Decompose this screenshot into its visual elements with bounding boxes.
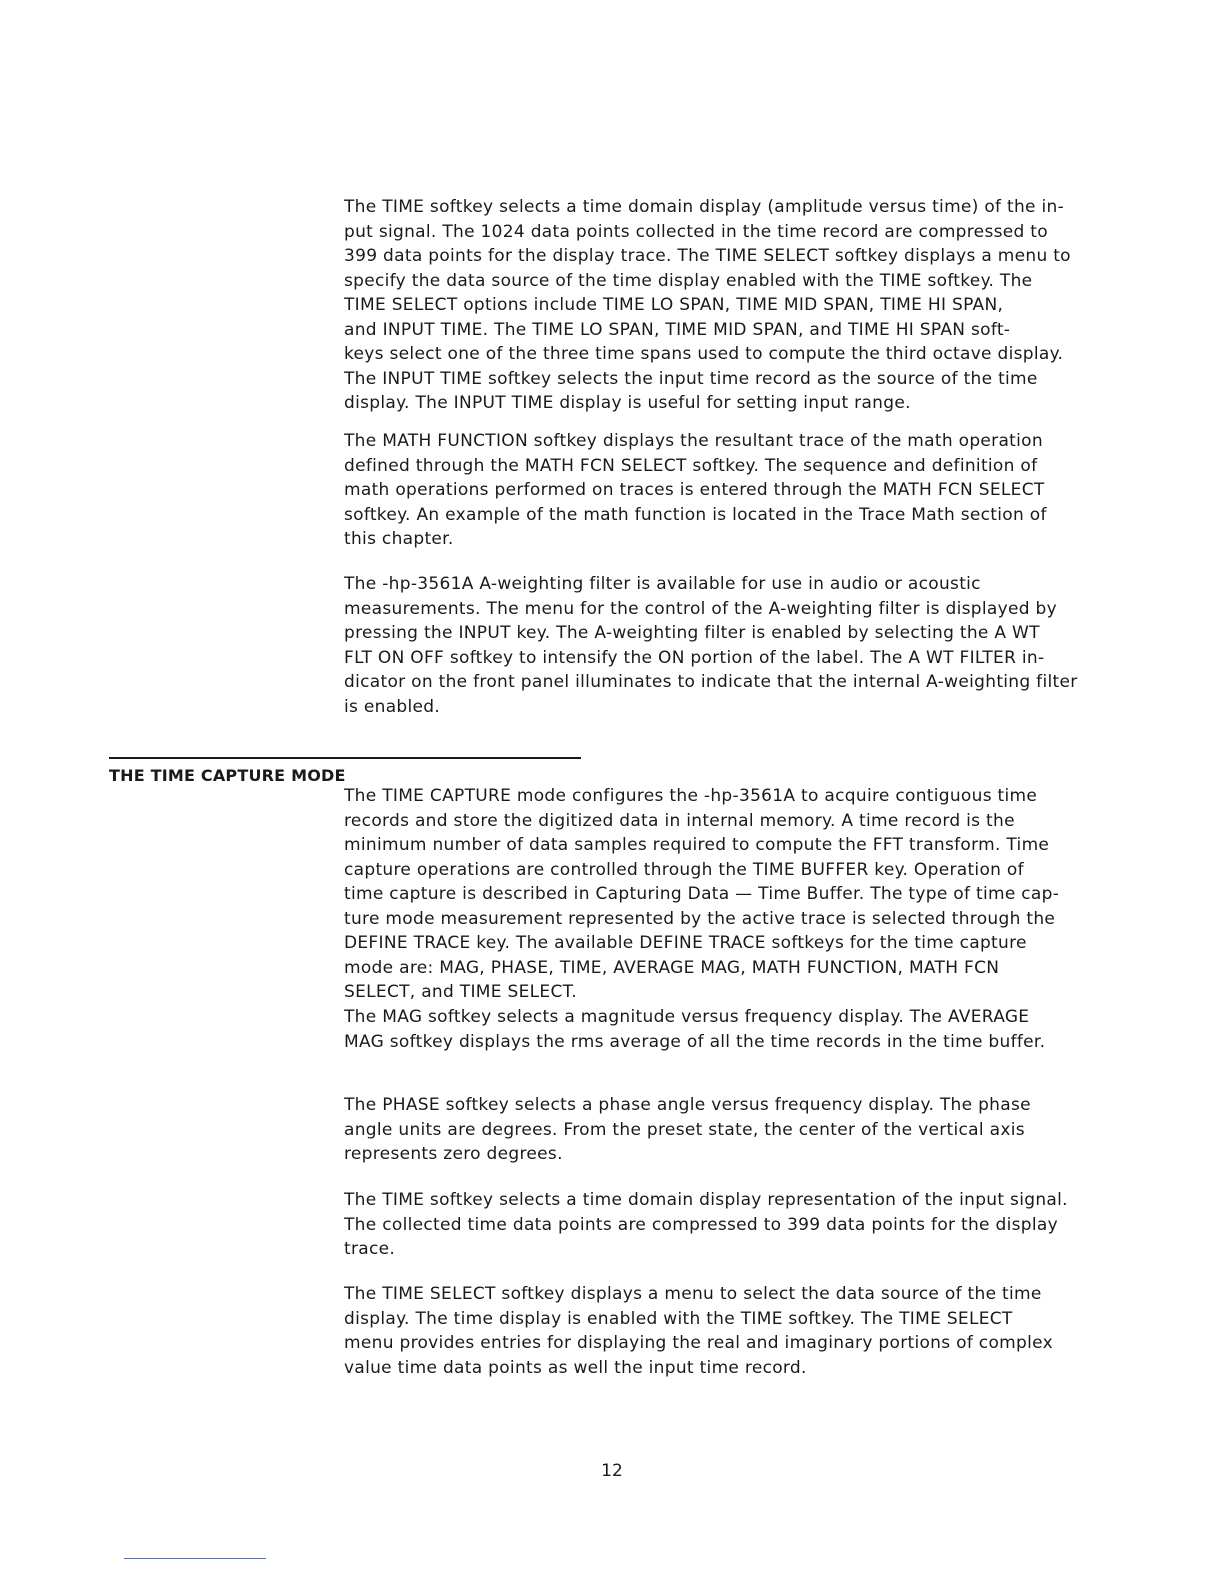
paragraph-time-display: The TIME softkey selects a time domain display representation of the input signal. The collected time data points are compressed to 399 data points for the display trace.: [344, 1190, 1068, 1259]
footer-line: [124, 1558, 266, 1559]
page-number: 12: [601, 1461, 623, 1481]
paragraph-phase-softkey: The PHASE softkey selects a phase angle versus frequency display. The phase angle units are degrees. From the preset state, the center of the vertical axis represents zero degrees.: [344, 1095, 1031, 1164]
paragraph-math-function: The MATH FUNCTION softkey displays the resultant trace of the math operation defined through the MATH FCN SELECT softkey. The sequence and definition of math operations performed on traces is entered through the MATH FCN SELECT softkey. An example of the math function is located in the Trace Math section of this chapter.: [344, 431, 1047, 549]
section-heading: THE TIME CAPTURE MODE: [109, 766, 346, 785]
section-rule: [109, 757, 581, 759]
paragraph-a-weighting: The -hp-3561A A-weighting filter is available for use in audio or acoustic measurements. The menu for the control of the A-weighting filter is displayed by pressing the INPUT key. The A-weighting filter is enabled by selecting the A WT FLT ON OFF softkey to intensify the ON portion of the label. The A WT FILTER in- dicator on the front panel illuminates to indicate that the internal A-weighting filter is enabled.: [344, 574, 1078, 717]
paragraph-time-softkey: The TIME softkey selects a time domain display (amplitude versus time) of the in- put signal. The 1024 data points collected in the time record are compressed to 399 data points for the display trace. The TIME SELECT softkey displays a menu to specify the data source of the time display enabled with the TIME softkey. The TIME SELECT options include TIME LO SPAN, TIME MID SPAN, TIME HI SPAN, and INPUT TIME. The TIME LO SPAN, TIME MID SPAN, and TIME HI SPAN soft- keys select one of the three time spans used to compute the third octave display. The INPUT TIME softkey selects the input time record as the source of the time display. The INPUT TIME display is useful for setting input range.: [344, 197, 1071, 413]
paragraph-time-select: The TIME SELECT softkey displays a menu to select the data source of the time display. The time display is enabled with the TIME softkey. The TIME SELECT menu provides entries for displaying the real and imaginary portions of complex value time data points as well the input time record.: [344, 1284, 1053, 1378]
paragraph-time-capture-mode: The TIME CAPTURE mode configures the -hp-3561A to acquire contiguous time records and store the digitized data in internal memory. A time record is the minimum number of data samples required to compute the FFT transform. Time capture operations are controlled through the TIME BUFFER key. Operation of time capture is described in Capturing Data — Time Buffer. The type of time cap- ture mode measurement represented by the active trace is selected through the DEFINE TRACE key. The available DEFINE TRACE softkeys for the time capture mode are: MAG, PHASE, TIME, AVERAGE MAG, MATH FUNCTION, MATH FCN SELECT, and TIME SELECT.: [344, 786, 1060, 1002]
paragraph-mag-softkey: The MAG softkey selects a magnitude versus frequency display. The AVERAGE MAG softkey displays the rms average of all the time records in the time buffer.: [344, 1007, 1046, 1052]
